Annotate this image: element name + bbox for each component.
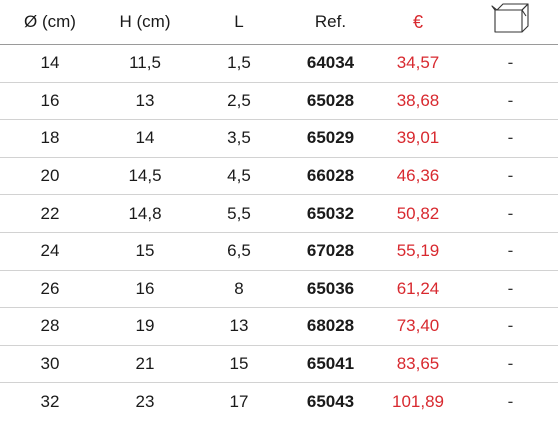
cell-diameter: 30 bbox=[40, 354, 60, 374]
cell-diameter: 18 bbox=[40, 128, 60, 148]
table-header bbox=[0, 0, 558, 45]
cell-height: 11,5 bbox=[129, 53, 161, 73]
header-height: H (cm) bbox=[119, 12, 171, 31]
cell-ref: 65029 bbox=[306, 128, 355, 148]
cell-diameter: 16 bbox=[40, 90, 60, 110]
cell-price: 55,19 bbox=[396, 241, 440, 261]
cell-price: 73,40 bbox=[396, 316, 440, 336]
cell-height: 15 bbox=[135, 241, 155, 261]
table-body bbox=[0, 45, 558, 421]
table-row bbox=[0, 83, 558, 121]
cell-height: 14,5 bbox=[128, 166, 162, 186]
table-row bbox=[0, 195, 558, 233]
table-row bbox=[0, 271, 558, 309]
cell-liters: 15 bbox=[229, 354, 249, 374]
cell-ref: 67028 bbox=[306, 241, 355, 261]
table-row bbox=[0, 308, 558, 346]
cell-price: 39,01 bbox=[396, 128, 440, 148]
cell-price: 46,36 bbox=[396, 166, 440, 186]
cell-diameter: 24 bbox=[40, 241, 60, 261]
cell-liters: 3,5 bbox=[227, 128, 251, 148]
cell-box: - bbox=[507, 278, 514, 298]
cell-ref: 68028 bbox=[306, 316, 355, 336]
cell-diameter: 22 bbox=[40, 203, 60, 223]
cell-box: - bbox=[507, 241, 514, 261]
header-box bbox=[463, 6, 558, 39]
cell-diameter: 14 bbox=[40, 53, 60, 73]
cell-ref: 65041 bbox=[306, 354, 355, 374]
cell-ref: 64034 bbox=[306, 53, 355, 73]
cell-liters: 6,5 bbox=[227, 241, 251, 261]
cell-box: - bbox=[507, 316, 514, 336]
cell-liters: 4,5 bbox=[227, 166, 251, 186]
cell-liters: 5,5 bbox=[227, 203, 251, 223]
cell-liters: 17 bbox=[229, 392, 249, 412]
header-ref: Ref. bbox=[314, 12, 347, 31]
cell-ref: 65028 bbox=[306, 90, 355, 110]
cell-height: 19 bbox=[135, 316, 155, 336]
cell-price: 50,82 bbox=[396, 203, 440, 223]
cell-diameter: 32 bbox=[40, 392, 60, 412]
cell-height: 21 bbox=[135, 354, 155, 374]
table-row bbox=[0, 383, 558, 421]
cell-box: - bbox=[507, 53, 514, 73]
cell-diameter: 26 bbox=[40, 278, 60, 298]
cell-liters: 8 bbox=[234, 278, 244, 298]
cell-liters: 13 bbox=[229, 316, 249, 336]
cell-box: - bbox=[507, 90, 514, 110]
cell-height: 23 bbox=[135, 392, 155, 412]
cell-liters: 1,5 bbox=[227, 53, 251, 73]
header-diameter: Ø (cm) bbox=[24, 12, 76, 31]
cell-box: - bbox=[507, 166, 514, 186]
cell-box: - bbox=[507, 392, 514, 412]
cell-price: 83,65 bbox=[396, 354, 440, 374]
table-row bbox=[0, 233, 558, 271]
cell-height: 14,8 bbox=[128, 203, 162, 223]
cell-ref: 65032 bbox=[306, 203, 355, 223]
cell-ref: 65043 bbox=[306, 392, 355, 412]
box-icon bbox=[491, 2, 531, 39]
cell-price: 38,68 bbox=[396, 90, 440, 110]
table-row bbox=[0, 45, 558, 83]
header-price: € bbox=[412, 11, 423, 32]
table-row bbox=[0, 158, 558, 196]
cell-height: 16 bbox=[135, 278, 155, 298]
cell-diameter: 20 bbox=[40, 166, 60, 186]
header-liters: L bbox=[234, 12, 244, 31]
cell-ref: 65036 bbox=[306, 278, 355, 298]
cell-box: - bbox=[507, 128, 514, 148]
cell-price: 34,57 bbox=[396, 53, 440, 73]
cell-liters: 2,5 bbox=[227, 90, 251, 110]
table-row bbox=[0, 120, 558, 158]
cell-height: 14 bbox=[135, 128, 155, 148]
cell-box: - bbox=[507, 354, 514, 374]
cell-height: 13 bbox=[135, 90, 155, 110]
table-row bbox=[0, 346, 558, 384]
cell-box: - bbox=[507, 203, 514, 223]
cell-price: 101,89 bbox=[392, 392, 444, 412]
cell-diameter: 28 bbox=[40, 316, 60, 336]
cell-ref: 66028 bbox=[306, 166, 355, 186]
cell-price: 61,24 bbox=[396, 278, 440, 298]
